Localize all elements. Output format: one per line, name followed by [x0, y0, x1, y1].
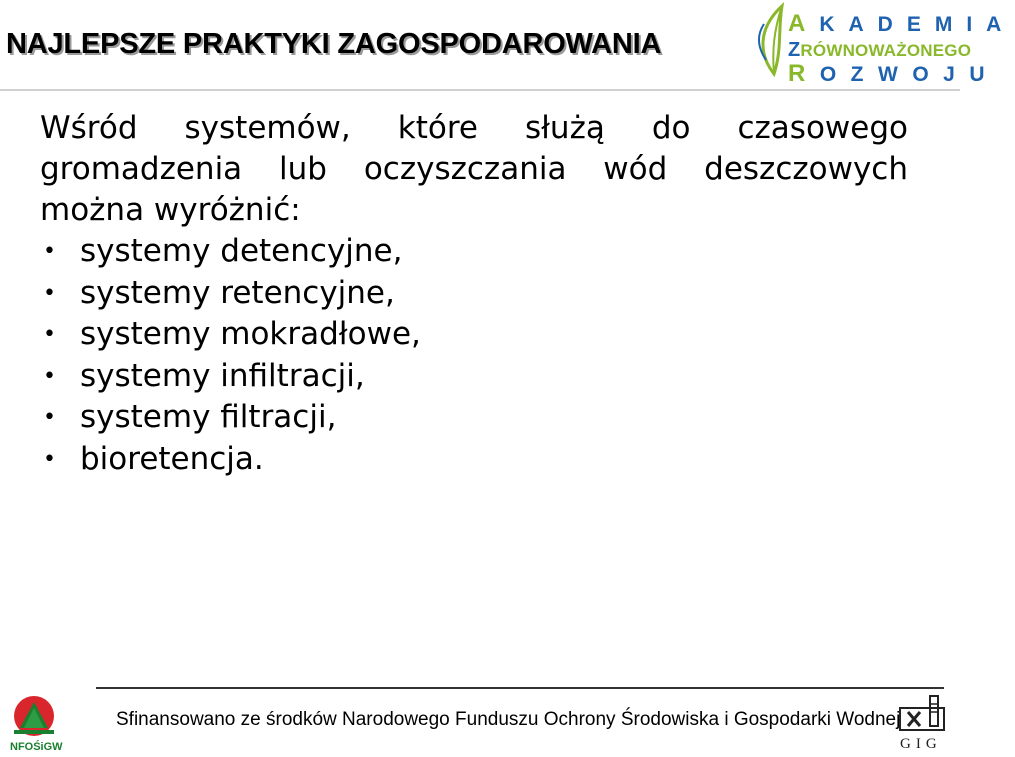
mining-tower-icon: [898, 694, 950, 734]
bullet-icon: •: [43, 280, 56, 306]
gig-logo: [898, 694, 954, 756]
list-item: • systemy infiltracji,: [40, 356, 421, 398]
intro-paragraph: Wśród systemów, które służą do czasowego gromadzenia lub oczyszczania wód deszczowych można wyróżnić:: [40, 110, 908, 228]
list-item: • systemy filtracji,: [40, 397, 421, 439]
nfosigw-label: NFOŚiGW: [10, 741, 63, 753]
funding-notice: Sfinansowano ze środków Narodowego Funduszu Ochrony Środowiska i Gospodarki Wodnej: [116, 709, 901, 730]
bullet-list: [40, 231, 421, 480]
bullet-icon: •: [43, 446, 56, 472]
list-item: • systemy detencyjne,: [40, 231, 421, 273]
akademia-logo: [752, 0, 1015, 90]
gig-label: GIG: [900, 736, 942, 752]
logo-row-zrownowazonego: ZRÓWNOWAŻONEGO: [788, 39, 972, 61]
nfosigw-emblem-icon: [8, 694, 60, 740]
bullet-icon: •: [43, 363, 56, 389]
logo-row-rozwoju: ROZWOJU: [788, 60, 1000, 87]
list-item: • systemy retencyjne,: [40, 273, 421, 315]
bullet-icon: •: [43, 405, 56, 430]
list-item: • systemy mokradłowe,: [40, 314, 421, 356]
title-divider: [0, 89, 960, 91]
logo-row-akademia: AKADEMIA: [788, 10, 1015, 37]
slide-title: NAJLEPSZE PRAKTYKI ZAGOSPODAROWANIA: [6, 28, 662, 60]
nfosigw-logo: [8, 694, 64, 754]
list-item: • bioretencja.: [40, 439, 421, 481]
footer-divider: [96, 687, 944, 689]
bullet-icon: •: [43, 322, 56, 347]
bullet-icon: •: [43, 239, 56, 264]
